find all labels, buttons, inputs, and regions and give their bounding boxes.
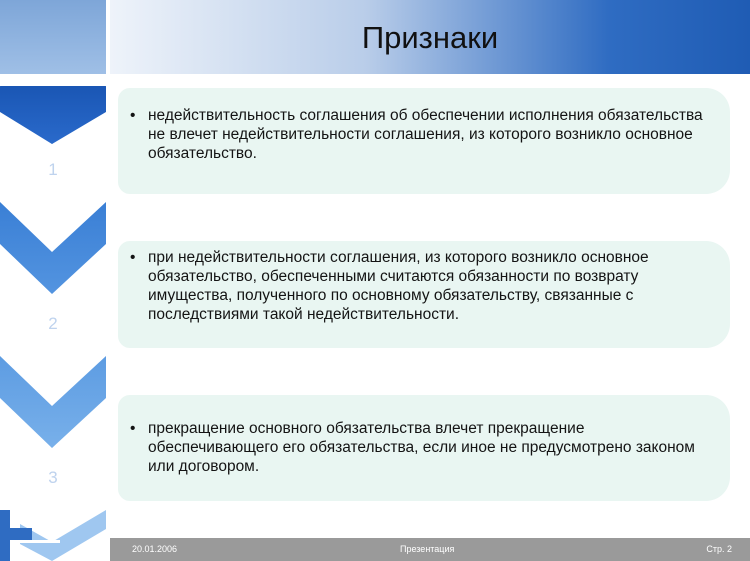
bullet-glyph: • [130, 107, 136, 124]
bullet-glyph: • [130, 420, 136, 437]
step-number-2: 2 [48, 314, 58, 333]
step-panel-3 [118, 395, 730, 501]
header-corner-block [0, 0, 106, 74]
step-number-1: 1 [48, 160, 58, 179]
footer-bar [110, 538, 750, 561]
corner-decoration [0, 510, 60, 561]
slide-title: Признаки [361, 20, 499, 55]
bullet-glyph: • [130, 249, 136, 266]
step-number-3: 3 [48, 468, 58, 487]
step-panel-2 [118, 241, 730, 348]
step-text-1: недействительность соглашения об обеспечении исполнения обязательства не влечет недействительности соглашения, из которого возникло основное обязательство. [148, 107, 703, 162]
step-text-2: при недействительности соглашения, из которого возникло основное обязательство, обеспеченными считаются обязанности по возврату имущества, полученного по основному обязательству, связанные с последствиями такой недействительности. [148, 249, 649, 323]
step-text-3: прекращение основного обязательства влечет прекращение обеспечивающего его обязательства, если иное не предусмотрено законом или договором. [148, 420, 695, 475]
step-panel-1 [118, 88, 730, 194]
chevron-3 [0, 356, 106, 448]
footer-page-number: Стр. 2 [706, 544, 732, 554]
footer-date: 20.01.2006 [132, 544, 178, 554]
chevron-2 [0, 202, 106, 294]
footer-title: Презентация [400, 544, 455, 554]
